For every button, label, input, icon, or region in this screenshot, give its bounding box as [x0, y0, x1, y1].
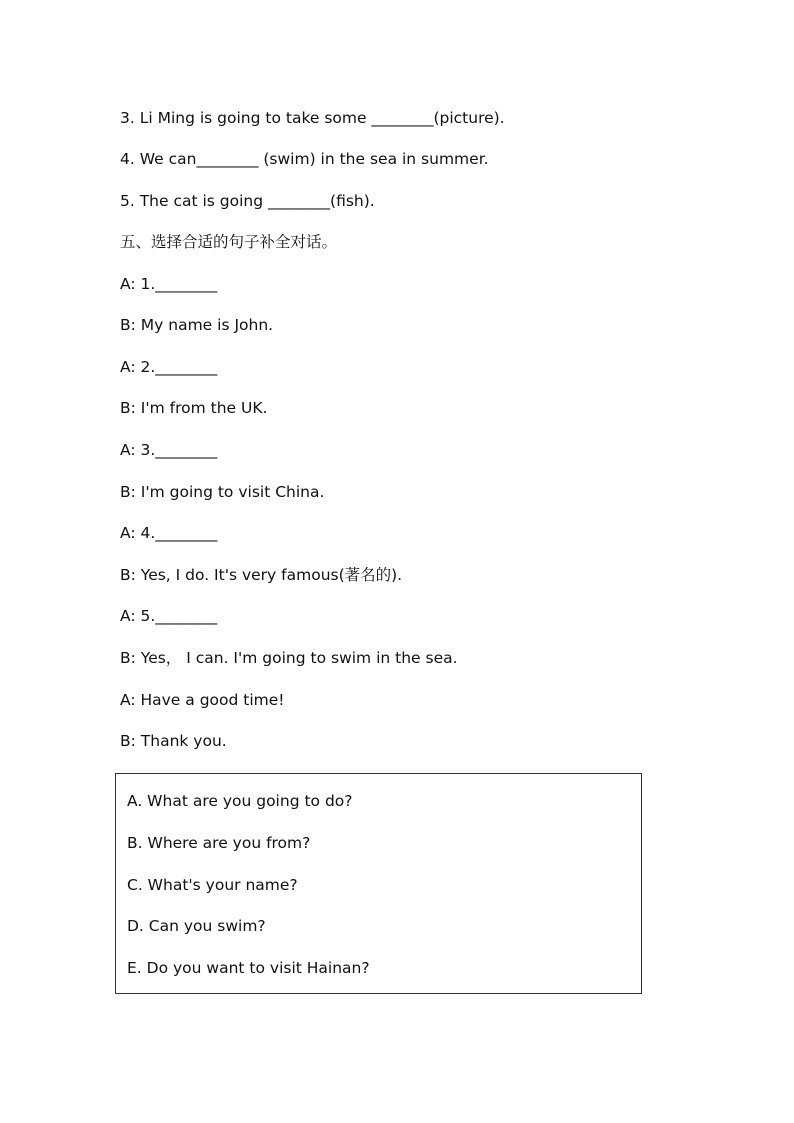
dialogue-line-10: B: Yes， I can. I'm going to swim in the sea. — [120, 649, 458, 667]
dialogue-line-11: A: Have a good time! — [120, 691, 285, 709]
dialogue-line-3: A: 2.________ — [120, 358, 218, 376]
answer-options-box — [115, 773, 642, 994]
option-c: C. What's your name? — [127, 876, 298, 894]
fill-in-item-4: 4. We can________ (swim) in the sea in summer. — [120, 150, 489, 168]
dialogue-line-1: A: 1.________ — [120, 275, 218, 293]
option-a: A. What are you going to do? — [127, 792, 353, 810]
dialogue-line-5: A: 3.________ — [120, 441, 218, 459]
fill-in-item-5: 5. The cat is going ________(fish). — [120, 192, 375, 210]
dialogue-line-9: A: 5.________ — [120, 607, 218, 625]
option-e: E. Do you want to visit Hainan? — [127, 959, 370, 977]
dialogue-line-7: A: 4.________ — [120, 524, 218, 542]
dialogue-line-8: B: Yes, I do. It's very famous(著名的). — [120, 566, 403, 584]
option-d: D. Can you swim? — [127, 917, 266, 935]
dialogue-line-4: B: I'm from the UK. — [120, 399, 268, 417]
option-b: B. Where are you from? — [127, 834, 311, 852]
section-five-title: 五、选择合适的句子补全对话。 — [120, 233, 338, 251]
fill-in-item-3: 3. Li Ming is going to take some ________(picture). — [120, 109, 505, 127]
dialogue-line-6: B: I'm going to visit China. — [120, 483, 325, 501]
dialogue-line-12: B: Thank you. — [120, 732, 227, 750]
dialogue-line-2: B: My name is John. — [120, 316, 274, 334]
